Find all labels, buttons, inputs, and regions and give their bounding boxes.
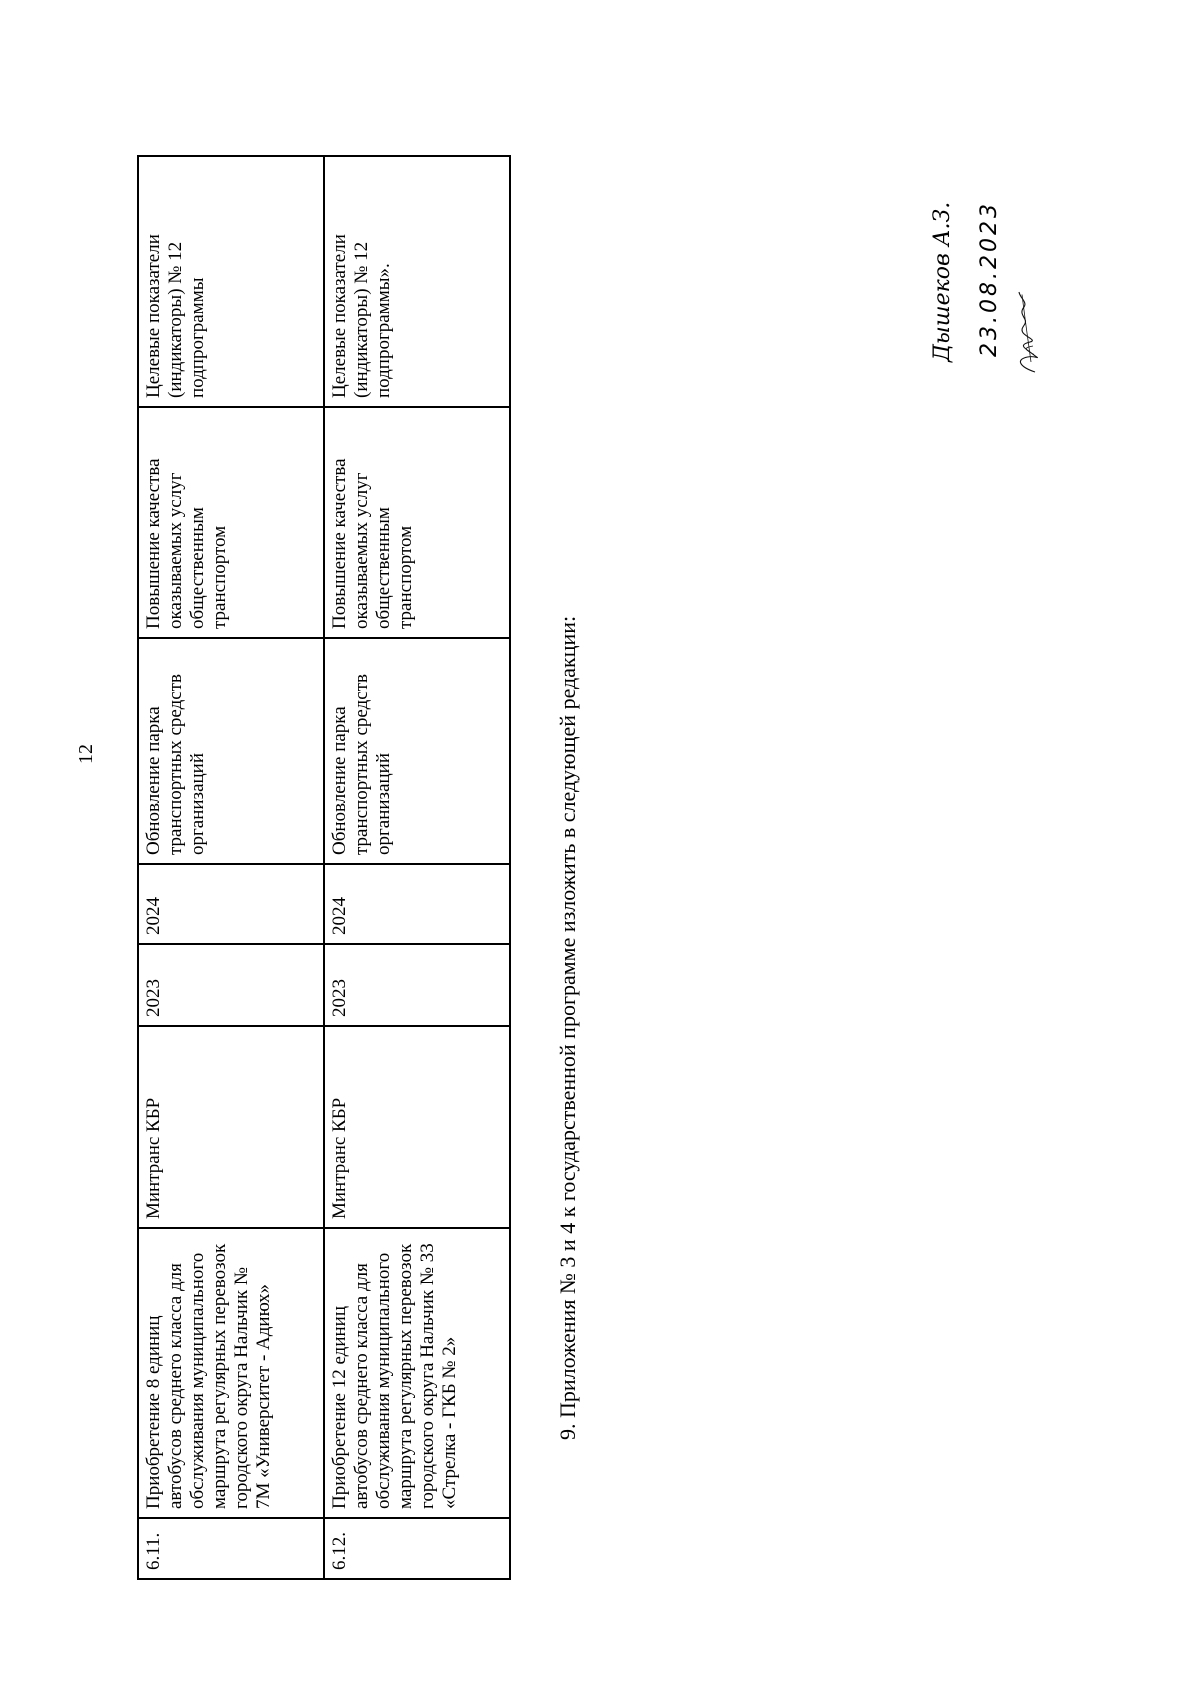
cell-event: Приобретение 12 единиц автобусов среднего класса для обслуживания муниципального маршрута регулярных перевозок городского округа Нальчик № 33 «Стрелка - ГКБ № 2»: [324, 1228, 510, 1518]
table-row: [324, 156, 510, 1579]
cell-num: 6.11.: [138, 1518, 324, 1579]
cell-result: Обновление парка транспортных средств организаций: [138, 638, 324, 864]
cell-result: Обновление парка транспортных средств организаций: [324, 638, 510, 864]
cell-end-year: 2024: [138, 864, 324, 944]
signature-name: Дышеков А.З.: [930, 201, 955, 362]
table-row: [138, 156, 324, 1579]
measures-table: [137, 155, 511, 1580]
cell-indicators: Целевые показатели (индикаторы) № 12 подпрограммы».: [324, 156, 510, 407]
cell-effect: Повышение качества оказываемых услуг общественным транспортом: [324, 407, 510, 638]
cell-executor: Минтранс КБР: [324, 1026, 510, 1228]
cell-end-year: 2024: [324, 864, 510, 944]
cell-indicators: Целевые показатели (индикаторы) № 12 подпрограммы: [138, 156, 324, 407]
signature-date: 23.08.2023: [977, 201, 1002, 357]
cell-effect: Повышение качества оказываемых услуг общественным транспортом: [138, 407, 324, 638]
cell-start-year: 2023: [324, 944, 510, 1026]
cell-executor: Минтранс КБР: [138, 1026, 324, 1228]
signature-scribble: [1000, 247, 1100, 407]
cell-start-year: 2023: [138, 944, 324, 1026]
instruction-text: 9. Приложения № 3 и 4 к государственной программе изложить в следующей редакции:: [555, 615, 580, 1440]
cell-event: Приобретение 8 единиц автобусов среднего класса для обслуживания муниципального маршрута регулярных перевозок городского округа Нальчик № 7М «Университет - Адиюх»: [138, 1228, 324, 1518]
cell-num: 6.12.: [324, 1518, 510, 1579]
page-number: 12: [75, 744, 97, 764]
